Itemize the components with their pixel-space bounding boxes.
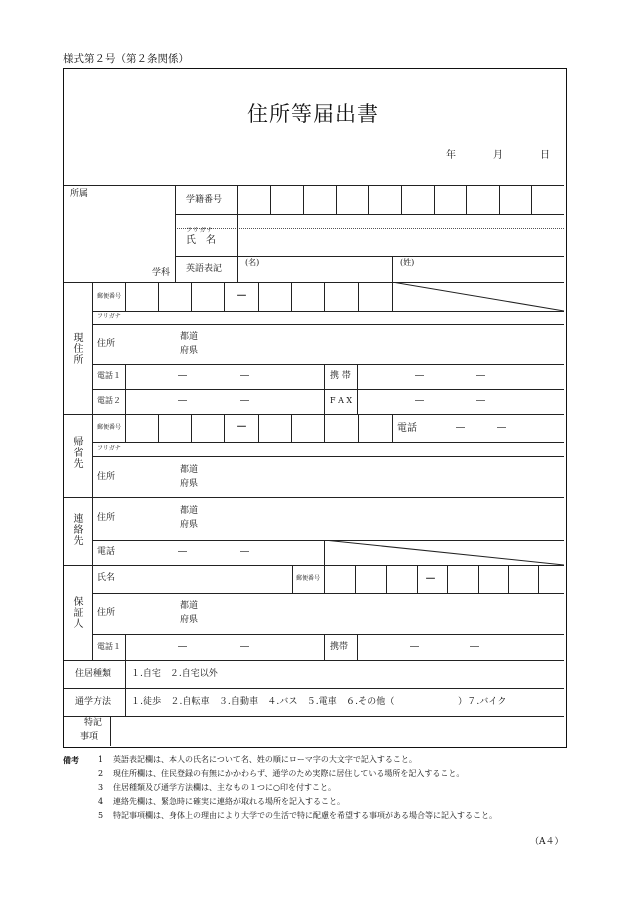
residence-type-options[interactable]: １.自宅 ２.自宅以外 — [131, 669, 218, 679]
blank-cell-diagonal — [392, 282, 564, 311]
special-notes-label-top: 特記 — [84, 718, 103, 728]
special-notes-label-bottom: 事項 — [80, 732, 99, 742]
hometown-phone-sep: ― — [497, 423, 506, 433]
phone2-sep: ― — [178, 396, 187, 406]
guarantor-prefecture-label-top: 都道 — [180, 601, 199, 611]
current-kana-label: フリガナ — [97, 313, 121, 320]
hometown-section-label: 帰省先 — [71, 436, 82, 469]
note-number: 2 — [98, 769, 104, 778]
date-month: 月 — [493, 150, 503, 161]
guarantor-mobile-label: 携帯 — [330, 642, 349, 652]
name-kana-label: フリガナ — [186, 227, 214, 234]
note-number: 1 — [98, 755, 104, 764]
note-text: 住居種類及び通学方法欄は、主なもの１つに○印を付すこと。 — [113, 783, 336, 792]
hometown-kana-label: フリガナ — [97, 445, 121, 452]
hometown-postal-label: 郵便番号 — [97, 424, 122, 431]
guarantor-phone1-label: 電話１ — [97, 642, 121, 651]
hometown-prefecture-label-bottom: 府県 — [180, 479, 199, 489]
notes-label: 備考 — [63, 755, 79, 765]
current-mobile-label: 携 帯 — [330, 371, 351, 381]
contact-prefecture-label-top: 都道 — [180, 506, 199, 516]
form-number: 様式第２号（第２条関係） — [63, 53, 189, 65]
current-prefecture-label-bottom: 府県 — [180, 346, 199, 356]
contact-prefecture-label-bottom: 府県 — [180, 520, 199, 530]
phone2-sep: ― — [240, 396, 249, 406]
guarantor-postal-dash: － — [425, 572, 436, 585]
guarantor-address-label: 住所 — [97, 608, 116, 618]
guarantor-postal-label: 郵便番号 — [296, 575, 321, 582]
current-fax-label: F A X — [330, 396, 353, 405]
current-phone2-label: 電話２ — [97, 396, 121, 405]
contact-section-label: 連絡先 — [71, 513, 82, 546]
affiliation-label: 所属 — [70, 189, 89, 199]
contact-phone-label: 電話 — [97, 547, 116, 557]
note-text: 英語表記欄は、本人の氏名について名、姓の順にローマ字の大文字で記入すること。 — [113, 755, 417, 764]
fax-sep: ― — [415, 396, 424, 406]
commute-method-options[interactable]: １.徒歩 ２.自転車 ３.自動車 ４.バス ５.電車 ６.その他（ ）７.バイク — [131, 697, 507, 707]
english-label: 英語表記 — [186, 264, 223, 274]
name-label: 氏 名 — [186, 235, 216, 246]
guarantor-phone-sep: ― — [240, 642, 249, 652]
current-prefecture-label-top: 都道 — [180, 332, 199, 342]
current-phone1-label: 電話１ — [97, 371, 121, 380]
note-text: 連絡先欄は、緊急時に確実に連絡が取れる場所を記入すること。 — [113, 797, 345, 806]
paper-size-label: （A４） — [530, 837, 564, 847]
commute-method-label: 通学方法 — [75, 697, 112, 707]
current-address-section-label: 現住所 — [71, 332, 82, 365]
department-label: 学科 — [152, 268, 171, 278]
hometown-prefecture-label-top: 都道 — [180, 465, 199, 475]
guarantor-prefecture-label-bottom: 府県 — [180, 615, 199, 625]
date-day: 日 — [540, 150, 550, 161]
guarantor-section-label: 保証人 — [71, 596, 82, 629]
mobile-sep: ― — [415, 371, 424, 381]
english-given-label: (名) — [245, 258, 260, 267]
page-title: 住所等届出書 — [247, 102, 379, 126]
contact-phone-sep: ― — [240, 547, 249, 557]
blank-cell-diagonal — [324, 540, 564, 565]
fax-sep: ― — [476, 396, 485, 406]
guarantor-mobile-sep: ― — [470, 642, 479, 652]
form-frame — [63, 68, 567, 748]
student-id-label: 学籍番号 — [186, 195, 223, 205]
current-postal-label: 郵便番号 — [97, 293, 122, 300]
guarantor-phone-sep: ― — [178, 642, 187, 652]
guarantor-mobile-sep: ― — [410, 642, 419, 652]
note-number: 4 — [98, 797, 104, 806]
mobile-sep: ― — [476, 371, 485, 381]
hometown-postal-dash: － — [236, 420, 247, 433]
note-text: 現住所欄は、住民登録の有無にかかわらず、通学のため実際に居住している場所を記入すること。 — [113, 769, 465, 778]
hometown-phone-sep: ― — [456, 423, 465, 433]
contact-address-label: 住所 — [97, 513, 116, 523]
current-address-label: 住所 — [97, 339, 116, 349]
phone1-sep: ― — [240, 371, 249, 381]
date-year: 年 — [446, 150, 456, 161]
guarantor-name-label: 氏名 — [97, 573, 116, 583]
current-postal-dash: － — [236, 289, 247, 302]
residence-type-label: 住居種類 — [75, 669, 112, 679]
english-family-label: (姓) — [400, 258, 415, 267]
contact-phone-sep: ― — [178, 547, 187, 557]
note-number: 3 — [98, 783, 104, 792]
hometown-address-label: 住所 — [97, 472, 116, 482]
note-text: 特記事項欄は、身体上の理由により大学での生活で特に配慮を希望する事項がある場合等に記入すること。 — [113, 811, 497, 820]
phone1-sep: ― — [178, 371, 187, 381]
hometown-phone-label: 電話 — [397, 423, 417, 434]
note-number: 5 — [98, 811, 104, 820]
